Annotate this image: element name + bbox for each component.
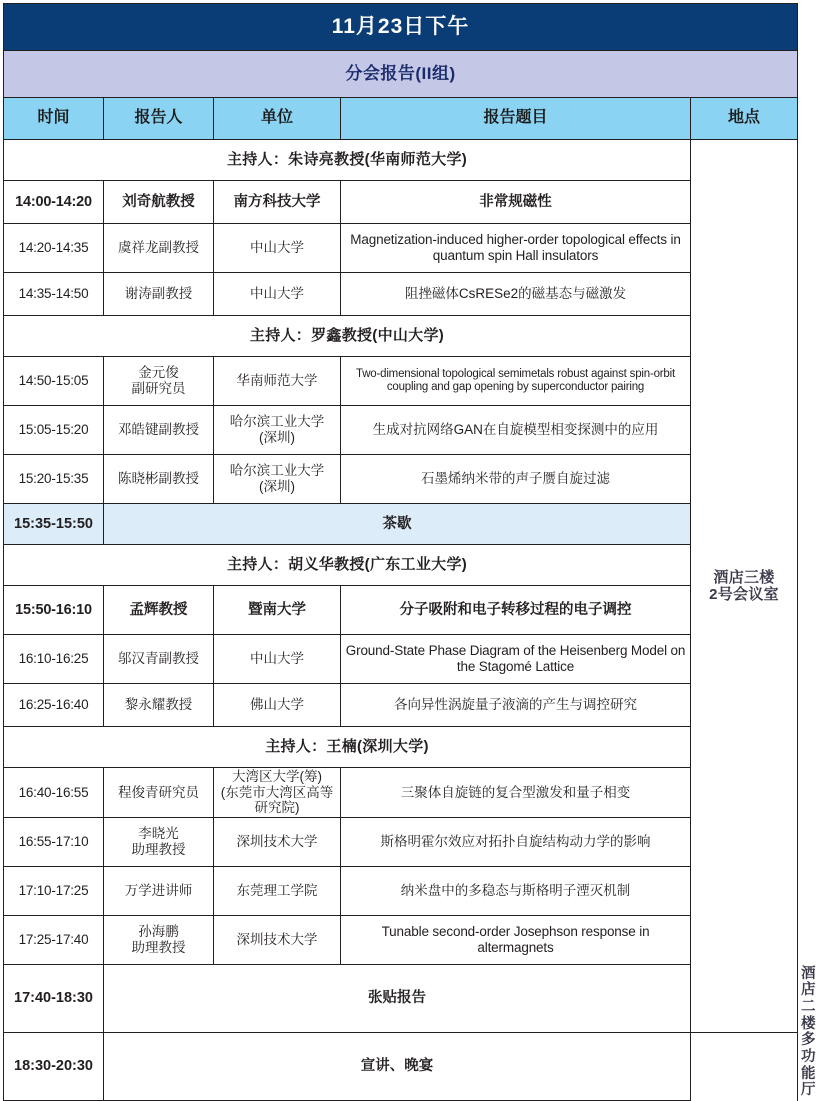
column-header-time: 时间	[4, 98, 104, 140]
talk-speaker-line2: 副研究员	[131, 381, 186, 396]
table-row	[4, 684, 798, 727]
talk-time: 14:00-14:20	[4, 181, 104, 224]
talk-speaker: 孟辉教授	[104, 586, 214, 635]
column-header-title: 报告题目	[341, 98, 691, 140]
table-row	[4, 273, 798, 316]
column-header-speaker: 报告人	[104, 98, 214, 140]
table-row	[4, 768, 798, 818]
talk-title: 分子吸附和电子转移过程的电子调控	[341, 586, 691, 635]
talk-title: 生成对抗网络GAN在自旋模型相变探测中的应用	[341, 406, 691, 455]
talk-affiliation: 佛山大学	[214, 684, 341, 727]
talk-speaker: 谢涛副教授	[104, 273, 214, 316]
talk-title: 阻挫磁体CsRESe2的磁基态与磁激发	[341, 273, 691, 316]
talk-time: 16:25-16:40	[4, 684, 104, 727]
talk-speaker: 邓皓键副教授	[104, 406, 214, 455]
chair-row-2	[4, 316, 798, 357]
talk-speaker	[104, 357, 214, 406]
column-header-row	[4, 98, 798, 140]
talk-affiliation: 暨南大学	[214, 586, 341, 635]
talk-affiliation: 南方科技大学	[214, 181, 341, 224]
talk-speaker: 程俊青研究员	[104, 768, 214, 818]
talk-speaker: 刘奇航教授	[104, 181, 214, 224]
talk-title: Ground-State Phase Diagram of the Heisenberg Model on the Stagomé Lattice	[341, 635, 691, 684]
talk-time: 16:55-17:10	[4, 817, 104, 866]
talk-speaker: 万学进讲师	[104, 866, 214, 915]
talk-title: Tunable second-order Josephson response in altermagnets	[341, 915, 691, 964]
talk-speaker-line2: 助理教授	[131, 939, 186, 955]
talk-title: 斯格明霍尔效应对拓扑自旋结构动力学的影响	[341, 817, 691, 866]
talk-affiliation	[214, 768, 341, 818]
talk-affiliation: 中山大学	[214, 273, 341, 316]
talk-time: 16:10-16:25	[4, 635, 104, 684]
session-title: 分会报告(II组)	[4, 51, 798, 98]
tea-break-row	[4, 504, 798, 545]
talk-speaker: 黎永耀教授	[104, 684, 214, 727]
talk-affiliation: 中山大学	[214, 635, 341, 684]
chair-label-1: 主持人：朱诗亮教授(华南师范大学)	[4, 140, 691, 181]
talk-speaker-line2: 助理教授	[131, 841, 186, 857]
talk-speaker-line1: 李晓光	[138, 826, 179, 842]
talk-affiliation-line1: 哈尔滨工业大学	[229, 414, 325, 430]
talk-title: Two-dimensional topological semimetals robust against spin-orbit coupling and gap opening by superconductor pairing	[341, 357, 691, 406]
chair-row-1	[4, 140, 798, 181]
talk-affiliation: 深圳技术大学	[214, 915, 341, 964]
talk-speaker: 陈晓彬副教授	[104, 455, 214, 504]
talk-title: 石墨烯纳米带的声子赝自旋过滤	[341, 455, 691, 504]
talk-time: 15:05-15:20	[4, 406, 104, 455]
chair-label-4: 主持人：王楠(深圳大学)	[4, 727, 691, 768]
table-row	[4, 866, 798, 915]
venue-main-line2: 2号会议室	[709, 585, 779, 603]
talk-affiliation-line2: (东莞市大湾区高等研究院)	[220, 784, 334, 816]
table-row	[4, 817, 798, 866]
talk-title: 纳米盘中的多稳态与斯格明子湮灭机制	[341, 866, 691, 915]
talk-time: 14:35-14:50	[4, 273, 104, 316]
table-row	[4, 455, 798, 504]
table-row	[4, 635, 798, 684]
column-header-venue: 地点	[691, 98, 798, 140]
table-row	[4, 406, 798, 455]
talk-affiliation-line2: (深圳)	[259, 479, 295, 494]
day-banner-row	[4, 4, 798, 51]
chair-label-2: 主持人：罗鑫教授(中山大学)	[4, 316, 691, 357]
chair-row-3	[4, 545, 798, 586]
venue-main-line1: 酒店三楼	[713, 568, 775, 586]
chair-label-3: 主持人：胡义华教授(广东工业大学)	[4, 545, 691, 586]
talk-affiliation-line1: 大湾区大学(筹)	[232, 769, 322, 784]
talk-affiliation: 深圳技术大学	[214, 817, 341, 866]
table-row	[4, 915, 798, 964]
break-label: 茶歇	[104, 504, 691, 545]
talk-time: 17:25-17:40	[4, 915, 104, 964]
banquet-label: 宣讲、晚宴	[104, 1032, 691, 1100]
table-row	[4, 357, 798, 406]
talk-speaker: 邬汉青副教授	[104, 635, 214, 684]
talk-time: 14:50-15:05	[4, 357, 104, 406]
talk-speaker	[104, 817, 214, 866]
table-row	[4, 224, 798, 273]
poster-session-row: 17:40-18:30 张贴报告 酒店二楼 多功能厅	[4, 964, 798, 1032]
talk-title: 各向异性涡旋量子液滴的产生与调控研究	[341, 684, 691, 727]
talk-time: 16:40-16:55	[4, 768, 104, 818]
schedule-table	[3, 3, 816, 1101]
talk-affiliation	[214, 406, 341, 455]
talk-title: 非常规磁性	[341, 181, 691, 224]
poster-time: 17:40-18:30	[4, 964, 104, 1032]
talk-time: 15:20-15:35	[4, 455, 104, 504]
talk-title: 三聚体自旋链的复合型激发和量子相变	[341, 768, 691, 818]
venue-main	[691, 140, 798, 1033]
talk-affiliation: 东莞理工学院	[214, 866, 341, 915]
chair-row-4	[4, 727, 798, 768]
talk-affiliation-line1: 哈尔滨工业大学	[229, 463, 325, 479]
talk-affiliation-line2: (深圳)	[259, 430, 295, 445]
day-title: 11月23日下午	[4, 4, 798, 51]
banquet-row	[4, 1032, 798, 1100]
talk-time: 14:20-14:35	[4, 224, 104, 273]
table-row	[4, 181, 798, 224]
session-banner-row	[4, 51, 798, 98]
talk-affiliation: 中山大学	[214, 224, 341, 273]
talk-speaker-line1: 金元俊	[138, 365, 179, 381]
break-time: 15:35-15:50	[4, 504, 104, 545]
column-header-affiliation: 单位	[214, 98, 341, 140]
talk-speaker-line1: 孙海鹏	[138, 924, 179, 940]
table-row	[4, 586, 798, 635]
talk-speaker: 虞祥龙副教授	[104, 224, 214, 273]
talk-speaker	[104, 915, 214, 964]
talk-title: Magnetization-induced higher-order topological effects in quantum spin Hall insulators	[341, 224, 691, 273]
talk-time: 15:50-16:10	[4, 586, 104, 635]
banquet-time: 18:30-20:30	[4, 1032, 104, 1100]
talk-affiliation	[214, 455, 341, 504]
talk-time: 17:10-17:25	[4, 866, 104, 915]
talk-affiliation: 华南师范大学	[214, 357, 341, 406]
poster-label: 张贴报告	[104, 964, 691, 1032]
